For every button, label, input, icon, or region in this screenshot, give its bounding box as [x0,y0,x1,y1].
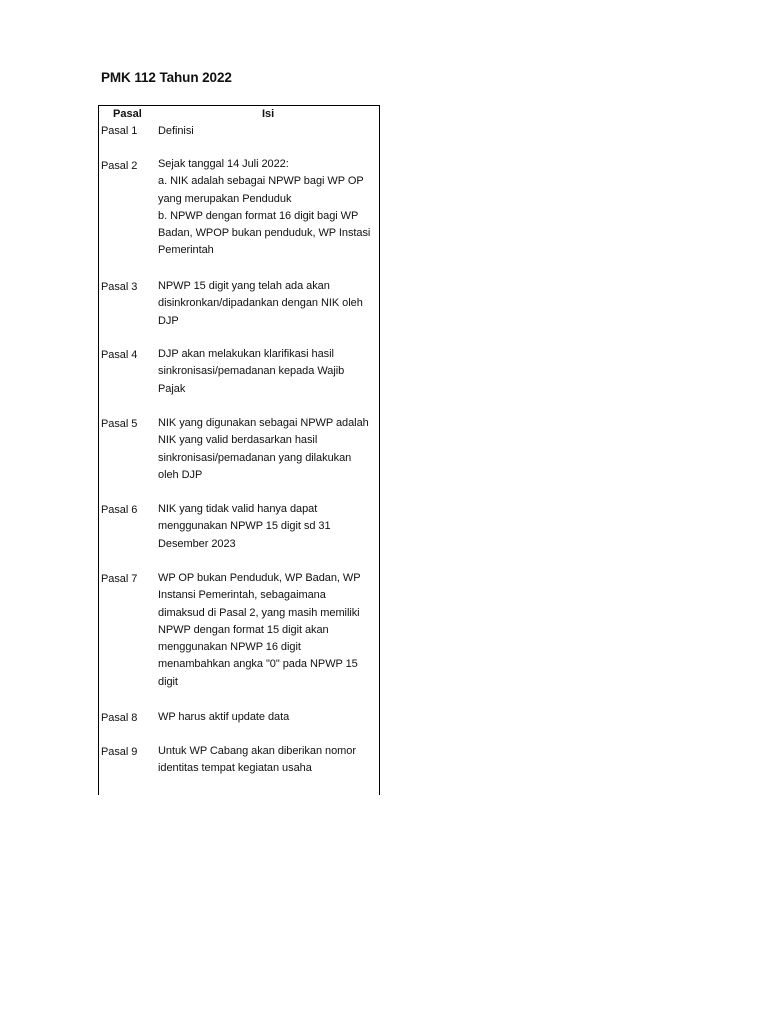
row-3-pasal: Pasal 3 [101,281,138,293]
row-8-pasal: Pasal 8 [101,712,138,724]
row-4-isi-line: DJP akan melakukan klarifikasi hasil [158,348,334,360]
row-9-pasal: Pasal 9 [101,746,138,758]
row-2-isi [158,156,380,260]
row-9-isi [158,743,380,778]
row-3-isi-line: disinkronkan/dipadankan dengan NIK oleh [158,297,363,310]
row-4-isi-line: Pajak [158,382,186,395]
header-pasal: Pasal [113,108,142,120]
row-7-pasal: Pasal 7 [101,573,138,585]
row-8-isi-line: WP harus aktif update data [158,711,290,723]
row-2-isi-line: Pemerintah [158,244,214,257]
row-5-pasal: Pasal 5 [101,418,138,430]
row-6-isi-line: NIK yang tidak valid hanya dapat [158,503,318,515]
row-5-isi-line: oleh DJP [158,468,203,481]
row-9-isi-line: identitas tempat kegiatan usaha [158,762,312,775]
row-5-isi-line: NIK yang valid berdasarkan hasil [158,434,318,447]
row-1-isi [158,123,380,140]
row-6-isi-line: Desember 2023 [158,537,236,550]
row-2-isi-line: Badan, WPOP bukan penduduk, WP Instasi [158,227,371,240]
row-7-isi-line: dimaksud di Pasal 2, yang masih memiliki [158,606,360,619]
row-9-isi-line: Untuk WP Cabang akan diberikan nomor [158,745,356,757]
row-1-pasal: Pasal 1 [101,125,138,137]
row-3-isi-line: NPWP 15 digit yang telah ada akan [158,280,330,292]
document-title: PMK 112 Tahun 2022 [101,70,232,85]
row-7-isi-line: WP OP bukan Penduduk, WP Badan, WP [158,572,361,584]
row-7-isi [158,570,380,691]
header-isi: Isi [262,108,275,120]
row-4-pasal: Pasal 4 [101,349,138,361]
row-2-isi-line: a. NIK adalah sebagai NPWP bagi WP OP [158,175,364,188]
row-2-isi-line: b. NPWP dengan format 16 digit bagi WP [158,209,359,222]
row-7-isi-line: menambahkan angka "0" pada NPWP 15 [158,658,358,671]
row-7-isi-line: NPWP dengan format 15 digit akan [158,623,329,636]
row-6-isi-line: menggunakan NPWP 15 digit sd 31 [158,520,331,533]
row-1-isi-line: Definisi [158,125,194,137]
row-7-isi-line: Instansi Pemerintah, sebagaimana [158,589,326,602]
row-2-isi-line: Sejak tanggal 14 Juli 2022: [158,158,289,170]
row-5-isi-line: NIK yang digunakan sebagai NPWP adalah [158,417,369,429]
row-5-isi [158,415,380,484]
row-2-pasal: Pasal 2 [101,160,138,172]
row-6-pasal: Pasal 6 [101,504,138,516]
row-7-isi-line: digit [158,675,178,688]
row-2-isi-line: yang merupakan Penduduk [158,192,292,205]
row-7-isi-line: menggunakan NPWP 16 digit [158,641,301,654]
row-4-isi [158,346,380,398]
row-4-isi-line: sinkronisasi/pemadanan kepada Wajib [158,365,345,378]
row-5-isi-line: sinkronisasi/pemadanan yang dilakukan [158,451,352,464]
row-3-isi [158,278,380,330]
row-6-isi [158,501,380,553]
row-3-isi-line: DJP [158,314,179,327]
row-8-isi [158,709,380,726]
